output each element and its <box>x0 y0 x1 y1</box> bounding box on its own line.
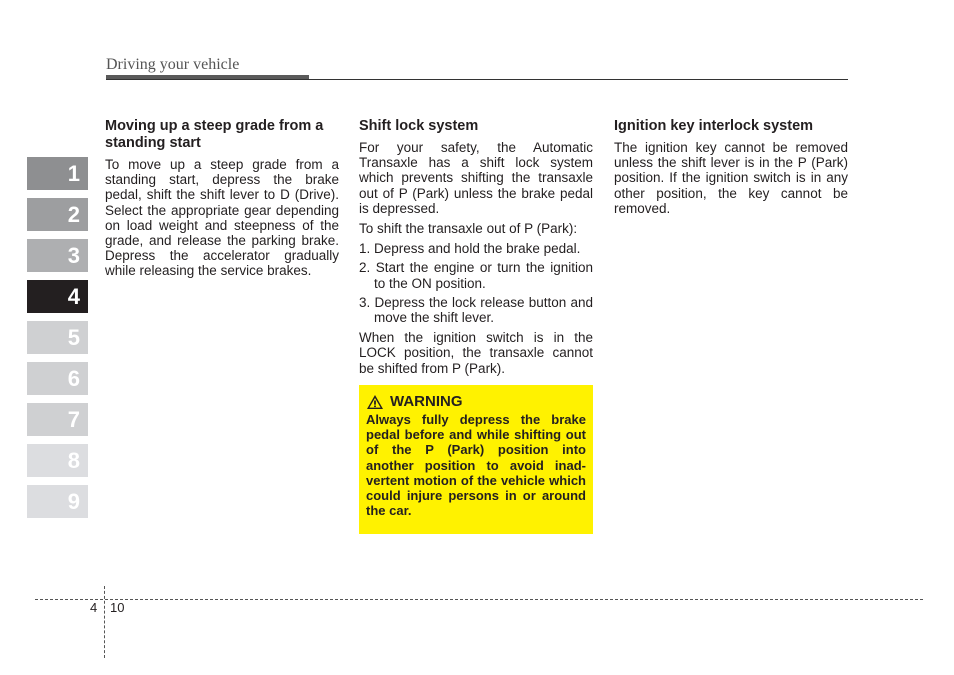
chapter-tab-4[interactable]: 4 <box>27 280 88 313</box>
chapter-tab-7[interactable]: 7 <box>27 403 88 436</box>
footer-divider <box>104 586 105 658</box>
page-chapter-number: 4 <box>90 600 98 615</box>
list-item: 2. Start the engine or turn the ignition to the ON position. <box>359 260 593 291</box>
running-header-title: Driving your vehicle <box>106 56 240 73</box>
chapter-tab-6[interactable]: 6 <box>27 362 88 395</box>
section-note-shift-lock: When the ignition switch is in the LOCK position, the transaxle cannot be shifted from P (Park). <box>359 330 593 376</box>
page-number: 10 <box>110 600 125 615</box>
steps-intro: To shift the transaxle out of P (Park): <box>359 221 578 237</box>
chapter-tab-8[interactable]: 8 <box>27 444 88 477</box>
chapter-tab-5[interactable]: 5 <box>27 321 88 354</box>
header-rule <box>106 79 848 80</box>
warning-box <box>359 385 593 534</box>
warning-triangle-icon <box>366 394 384 410</box>
chapter-tab-3[interactable]: 3 <box>27 239 88 272</box>
chapter-tab-9[interactable]: 9 <box>27 485 88 518</box>
section-body-key-interlock: The ignition key cannot be removed unless the shift lever is in the P (Park) position. If the ignition switch is in any other position, the key cannot be removed. <box>614 140 848 216</box>
section-body-steep-grade: To move up a steep grade from a standing start, depress the brake pedal, shift the shift lever to D (Drive). Select the appropriate gear depending on load weight and steepness of the grade, and release the parking brake. Depress the accelerator gradually while releasing the service brakes. <box>105 157 339 279</box>
warning-text: Always fully depress the brake pedal before and while shifting out of the P (Park) position into another position to avoid inadvertent motion of the vehicle which could injure persons in or around the car. <box>366 412 586 519</box>
column-shift-lock <box>359 118 593 381</box>
warning-label: WARNING <box>390 393 463 410</box>
list-item: 1. Depress and hold the brake pedal. <box>359 241 581 257</box>
section-heading-shift-lock: Shift lock system <box>359 118 479 134</box>
shift-steps-list <box>359 241 593 325</box>
list-item: 3. Depress the lock release button and move the shift lever. <box>359 294 593 326</box>
chapter-tabs <box>27 157 88 526</box>
section-heading-steep-grade: Moving up a steep grade from a standing start <box>105 118 324 151</box>
column-key-interlock <box>614 118 848 221</box>
footer-rule <box>35 599 923 600</box>
section-intro-shift-lock: For your safety, the Automatic Transaxle has a shift lock system which prevents shifting the transaxle out of P (Park) unless the brake pedal is depressed. <box>359 140 593 216</box>
chapter-tab-1[interactable]: 1 <box>27 157 88 190</box>
warning-header <box>366 393 586 410</box>
chapter-tab-2[interactable]: 2 <box>27 198 88 231</box>
section-heading-key-interlock: Ignition key interlock system <box>614 118 814 134</box>
column-steep-grade <box>105 118 339 284</box>
